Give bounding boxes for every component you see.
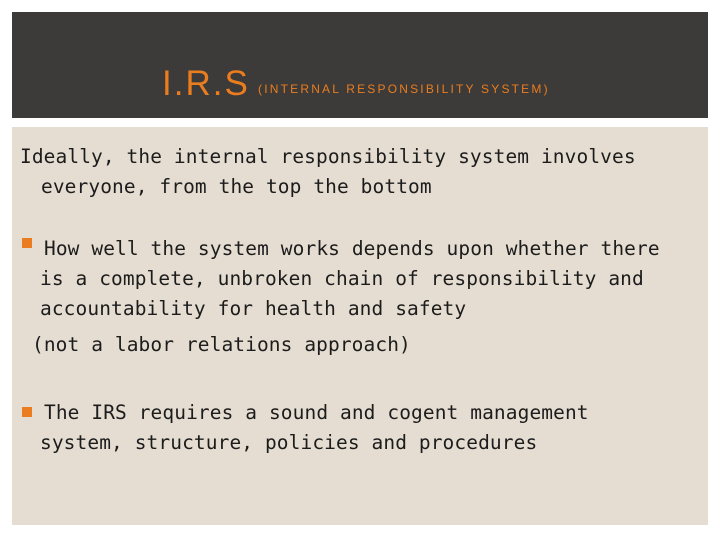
content-panel — [12, 127, 708, 525]
bullet-item-2 — [40, 398, 589, 458]
slide-title: I.R.S — [162, 64, 250, 103]
bullet-2-line-1: The IRS requires a sound and cogent management — [44, 401, 589, 424]
bullet-1-line-1: How well the system works depends upon whether there — [44, 237, 660, 260]
bullet-marker-icon — [22, 407, 32, 417]
title-bar — [12, 12, 708, 118]
intro-line-2: everyone, from the top the bottom — [41, 175, 432, 198]
aside-note: (not a labor relations approach) — [32, 333, 411, 356]
bullet-2-line-2: system, structure, policies and procedures — [40, 431, 538, 454]
bullet-1-line-3: accountability for health and safety — [40, 297, 467, 320]
bullet-item-1 — [40, 234, 660, 324]
intro-paragraph — [20, 142, 636, 202]
intro-line-1: Ideally, the internal responsibility system involves — [20, 145, 636, 168]
slide-subtitle: (INTERNAL RESPONSIBILITY SYSTEM) — [258, 82, 550, 96]
bullet-1-line-2: is a complete, unbroken chain of responsibility and — [40, 267, 644, 290]
bullet-marker-icon — [22, 238, 32, 248]
